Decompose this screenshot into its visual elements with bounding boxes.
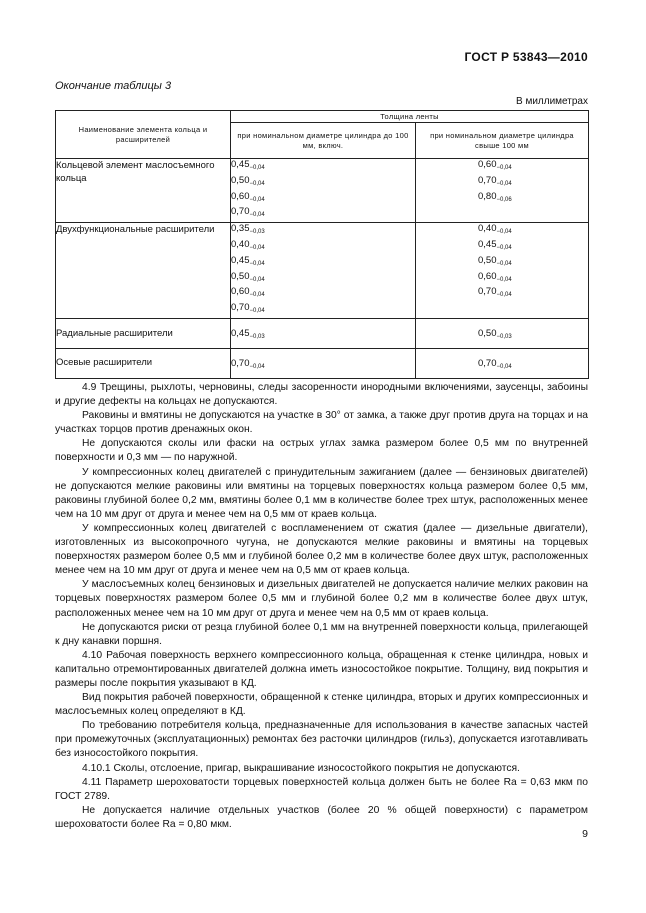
thickness-value: $0,70_{-0,04}$ xyxy=(231,206,265,219)
values-over-100 xyxy=(416,318,589,348)
table-row xyxy=(56,318,589,348)
header-tape-thickness: Толщина ленты xyxy=(231,111,589,123)
values-over-100 xyxy=(416,159,589,223)
thickness-value: $0,60_{-0,04}$ xyxy=(231,286,265,299)
table-units: В миллиметрах xyxy=(516,96,588,107)
thickness-value: $0,50_{-0,04}$ xyxy=(478,254,512,267)
thickness-value: $0,70_{-0,04}$ xyxy=(478,286,512,299)
paragraph: 4.10.1 Сколы, отслоение, пригар, выкрашивание износостойкого покрытия не допускаются. xyxy=(82,762,520,774)
thickness-value: $0,45_{-0,04}$ xyxy=(478,238,512,251)
table-row xyxy=(56,223,589,319)
paragraph: По требованию потребителя кольца, предназначенные для использования в качестве запасных частей при промежуточных (эксплуатационных) ремонтах без расточки цилиндров (гильз), допускается изготавливать без износостойкого покрытия. xyxy=(55,720,588,760)
row-element-name: Кольцевой элемент маслосъемного кольца xyxy=(56,159,231,223)
thickness-value: $0,40_{-0,04}$ xyxy=(478,223,512,236)
thickness-value: $0,70_{-0,04}$ xyxy=(478,357,512,370)
values-up-to-100 xyxy=(231,348,416,378)
thickness-value: $0,50_{-0,04}$ xyxy=(231,174,265,187)
thickness-value: $0,40_{-0,04}$ xyxy=(231,238,265,251)
paragraph: Вид покрытия рабочей поверхности, обращенной к стенке цилиндра, вторых и других компрессионных и маслосъемных колец определяют в КД. xyxy=(55,692,588,718)
values-up-to-100 xyxy=(231,318,416,348)
paragraph: 4.9 Трещины, рыхлоты, черновины, следы засоренности инородными включениями, заусенцы, забоины и другие дефекты на кольцах не допускаются. xyxy=(55,382,588,408)
page-number: 9 xyxy=(582,828,588,840)
thickness-value: $0,60_{-0,04}$ xyxy=(478,159,512,171)
header-element-name: Наименование элемента кольца и расширителей xyxy=(56,111,231,159)
thickness-value: $0,45_{-0,03}$ xyxy=(231,327,265,340)
paragraph: Не допускается наличие отдельных участков (более 20 % общей поверхности) с параметром шероховатости более Ra = 0,80 мкм. xyxy=(55,804,588,830)
row-element-name: Радиальные расширители xyxy=(56,318,231,348)
thickness-value: $0,45_{-0,04}$ xyxy=(231,159,265,171)
paragraph: 4.10 Рабочая поверхность верхнего компрессионного кольца, обращенная к стенке цилиндра, новых и капитально отремонтированных двигателей должна иметь износостойкое покрытие. Толщину, вид покрытия и размеры после покрытия указывают в КД. xyxy=(55,649,588,689)
header-diameter-over-100: при номинальном диаметре цилиндра свыше 100 мм xyxy=(416,123,589,159)
thickness-value: $0,60_{-0,04}$ xyxy=(478,270,512,283)
document-standard-code: ГОСТ Р 53843—2010 xyxy=(464,50,588,64)
paragraph: У маслосъемных колец бензиновых и дизельных двигателей не допускается наличие мелких раковин на торцевых поверхностях размером более 0,5 мм и глубиной более 0,2 мм в количестве более двух штук, расположенных менее чем на 10 мм друг от друга и менее чем на 0,5 мм от краев кольца. xyxy=(55,579,588,619)
values-up-to-100 xyxy=(231,159,416,223)
paragraph: Раковины и вмятины не допускаются на участке в 30° от замка, а также друг против друга на торцах и на участках торцов против дренажных окон. xyxy=(55,410,588,436)
paragraph: 4.11 Параметр шероховатости торцевых поверхностей кольца должен быть не более Ra = 0,63 мкм по ГОСТ 2789. xyxy=(55,776,588,802)
row-element-name: Двухфункциональные расширители xyxy=(56,223,231,319)
table-row xyxy=(56,159,589,223)
paragraph: Не допускаются риски от резца глубиной более 0,1 мм на внутренней поверхности кольца, прилегающей к дну канавки поршня. xyxy=(55,621,588,647)
thickness-value: $0,80_{-0,06}$ xyxy=(478,190,512,203)
thickness-value: $0,60_{-0,04}$ xyxy=(231,190,265,203)
paragraph: У компрессионных колец двигателей с принудительным зажиганием (далее — бензиновых двигателей) не допускаются мелкие раковины или вмятины на торцевых поверхностях кольца размером более 0,5 мм, раковины глубиной более 0,2 мм, вмятины более 0,1 мм в количестве более трех штук, расположенных менее чем на 10 мм друг от друга и менее чем на 0,5 мм от краев кольца. xyxy=(55,466,588,520)
thickness-value: $0,35_{-0,03}$ xyxy=(231,223,265,236)
values-over-100 xyxy=(416,223,589,319)
table-row xyxy=(56,348,589,378)
thickness-value: $0,50_{-0,03}$ xyxy=(478,327,512,340)
row-element-name: Осевые расширители xyxy=(56,348,231,378)
values-up-to-100 xyxy=(231,223,416,319)
thickness-value: $0,70_{-0,04}$ xyxy=(478,174,512,187)
thickness-value: $0,45_{-0,04}$ xyxy=(231,254,265,267)
header-diameter-up-to-100: при номинальном диаметре цилиндра до 100 мм, включ. xyxy=(231,123,416,159)
thickness-table xyxy=(55,110,589,379)
body-text xyxy=(55,381,588,832)
thickness-value: $0,70_{-0,04}$ xyxy=(231,302,265,315)
paragraph: Не допускаются сколы или фаски на острых углах замка размером более 0,5 мм по внутренней поверхности и 0,3 мм — по наружной. xyxy=(55,438,588,464)
thickness-value: $0,50_{-0,04}$ xyxy=(231,270,265,283)
values-over-100 xyxy=(416,348,589,378)
table-caption: Окончание таблицы 3 xyxy=(55,80,172,92)
paragraph: У компрессионных колец двигателей с воспламенением от сжатия (далее — дизельные двигатели), изготовленных из высокопрочного чугуна, не допускаются мелкие раковины и вмятины на торцевых поверхностях размером более 0,5 мм и глубиной более 0,2 мм в количестве более двух штук, расположенных менее чем на 10 мм друг от друга и менее чем на 0,5 мм от краев кольца. xyxy=(55,522,588,577)
thickness-value: $0,70_{-0,04}$ xyxy=(231,357,265,370)
